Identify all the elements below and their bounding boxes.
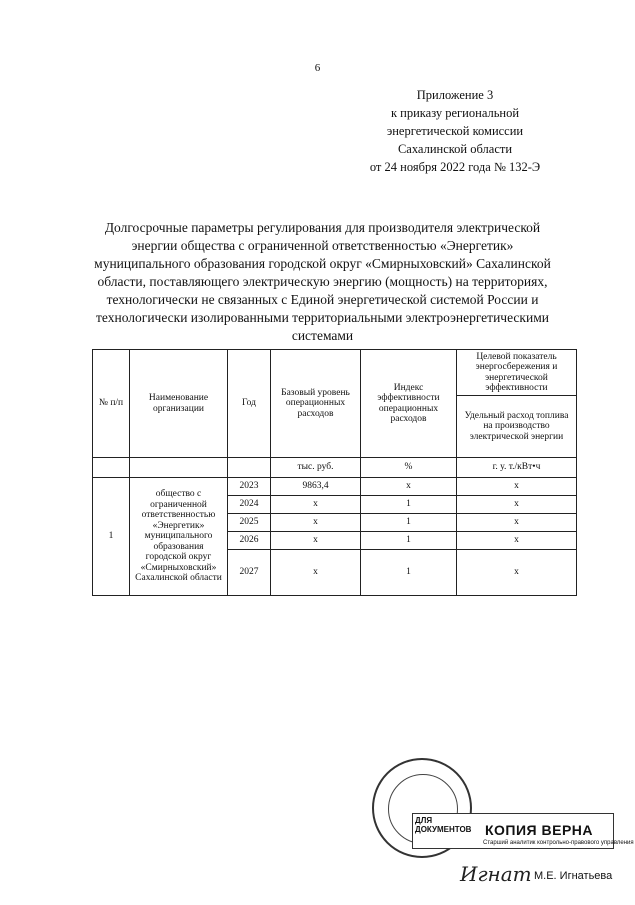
header-efficiency-index: Индекс эффективности операционных расходов [361,350,457,458]
parameters-table [92,349,577,596]
unit-base: тыс. руб. [271,458,361,478]
base-cell: 9863,4 [271,478,361,496]
index-cell: 1 [361,496,457,514]
header-specific-fuel: Удельный расход топлива на производство электрической энергии [457,396,577,458]
unit-specific: г. у. т./кВт•ч [457,458,577,478]
specific-cell: x [457,514,577,532]
unit-index: % [361,458,457,478]
row-number: 1 [93,478,130,596]
year-cell: 2023 [228,478,271,496]
base-cell: x [271,550,361,596]
specific-cell: x [457,550,577,596]
header-year: Год [228,350,271,458]
for-documents-label: ДЛЯ ДОКУМЕНТОВ [415,816,472,834]
handwritten-signature: Игнат [460,862,532,886]
index-cell: 1 [361,514,457,532]
index-cell: 1 [361,550,457,596]
page-number: 6 [314,62,321,74]
appendix-line-2: к приказу региональной [390,106,520,120]
year-cell: 2026 [228,532,271,550]
appendix-line-3: энергетической комиссии [386,124,524,138]
title-line-5: технологически не связанных с Единой энергетической системой России и [106,292,539,307]
year-cell: 2024 [228,496,271,514]
signer-name: М.Е. Игнатьева [534,870,613,882]
organization-name: общество с ограниченной ответственностью «Энергетик» муниципального образования городской округ «Смирныховский» Сахалинской области [130,478,228,596]
specific-cell: x [457,496,577,514]
copy-true-stamp [412,813,634,849]
year-cell: 2025 [228,514,271,532]
index-cell: 1 [361,532,457,550]
header-organization: Наименование организации [130,350,228,458]
document-title [70,219,575,345]
title-line-7: системами [291,328,354,343]
base-cell: x [271,532,361,550]
specific-cell: x [457,478,577,496]
title-line-4: области, поставляющего электрическую энергию (мощность) на территориях, [97,274,548,289]
certification-stamp [372,758,634,898]
title-line-3: муниципального образования городской округ «Смирныховский» Сахалинской [94,256,551,271]
appendix-header [330,86,580,176]
title-line-2: энергии общества с ограниченной ответственностью «Энергетик» [131,238,514,253]
appendix-line-5: от 24 ноября 2022 года № 132-Э [369,160,541,174]
header-number: № п/п [93,350,130,458]
header-base-level: Базовый уровень операционных расходов [271,350,361,458]
header-target-indicator: Целевой показатель энергосбережения и энергетической эффективности [457,350,577,396]
title-line-1: Долгосрочные параметры регулирования для производителя электрической [104,220,541,235]
base-cell: x [271,496,361,514]
index-cell: x [361,478,457,496]
appendix-line-4: Сахалинской области [397,142,513,156]
appendix-line-1: Приложение 3 [416,88,494,102]
copy-true-label: КОПИЯ ВЕРНА [485,822,594,838]
base-cell: x [271,514,361,532]
signer-position: Старший аналитик контрольно-правового управления [483,840,634,846]
specific-cell: x [457,532,577,550]
year-cell: 2027 [228,550,271,596]
title-line-6: технологически изолированными территориальными электроэнергетическими [96,310,549,325]
table-row [93,478,577,496]
